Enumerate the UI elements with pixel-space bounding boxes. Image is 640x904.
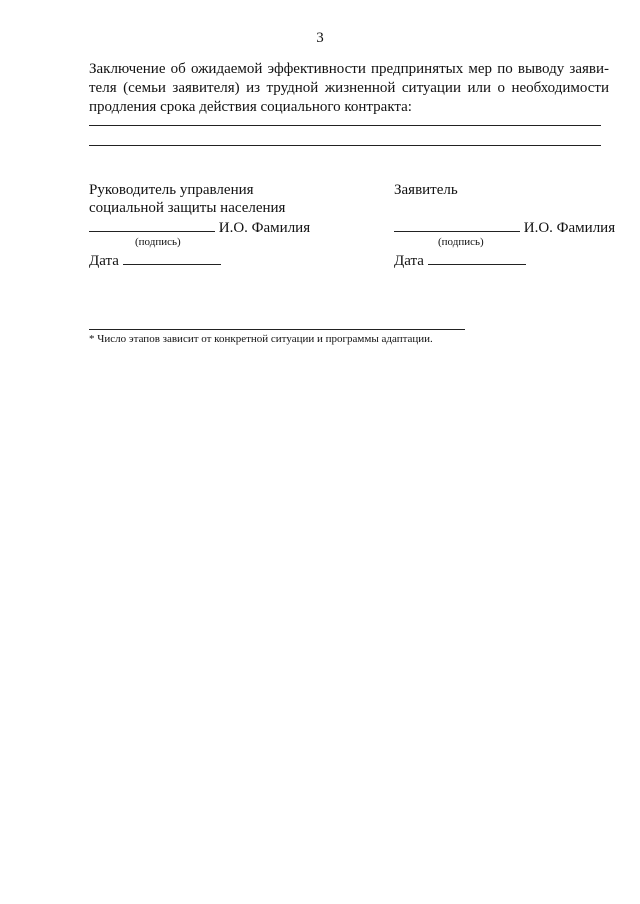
footnote-separator (89, 329, 465, 330)
official-title-line-2: социальной защиты населения (89, 200, 286, 216)
page-number: 3 (316, 30, 324, 46)
official-signature-field[interactable] (89, 217, 215, 232)
applicant-date-label: Дата (394, 253, 424, 269)
applicant-name: И.О. Фамилия (523, 220, 616, 236)
applicant-signature-row (394, 217, 624, 235)
applicant-signature-block (394, 181, 624, 268)
official-signature-caption: (подпись) (135, 236, 181, 248)
applicant-date-field[interactable] (428, 250, 526, 265)
official-signature-row (89, 217, 349, 235)
conclusion-fill-line-2[interactable] (89, 145, 601, 146)
official-date-field[interactable] (123, 250, 221, 265)
conclusion-fill-line-1[interactable] (89, 125, 601, 126)
official-date-label: Дата (89, 253, 119, 269)
official-signature-block (89, 181, 349, 268)
applicant-title: Заявитель (394, 182, 458, 198)
conclusion-paragraph (89, 60, 609, 117)
conclusion-line-3: продления срока действия социального контракта: (89, 99, 412, 115)
conclusion-line-1: Заключение об ожидаемой эффективности предпринятых мер по выводу заяви- (89, 61, 609, 77)
applicant-signature-field[interactable] (394, 217, 520, 232)
official-date-row (89, 250, 349, 268)
official-title-line-1: Руководитель управления (89, 182, 254, 198)
conclusion-line-2: теля (семьи заявителя) из трудной жизненной ситуации или о необходимости (89, 80, 609, 96)
footnote: * Число этапов зависит от конкретной ситуации и программы адаптации. (89, 333, 433, 345)
official-name: И.О. Фамилия (218, 220, 311, 236)
applicant-date-row (394, 250, 624, 268)
applicant-signature-caption: (подпись) (438, 236, 484, 248)
